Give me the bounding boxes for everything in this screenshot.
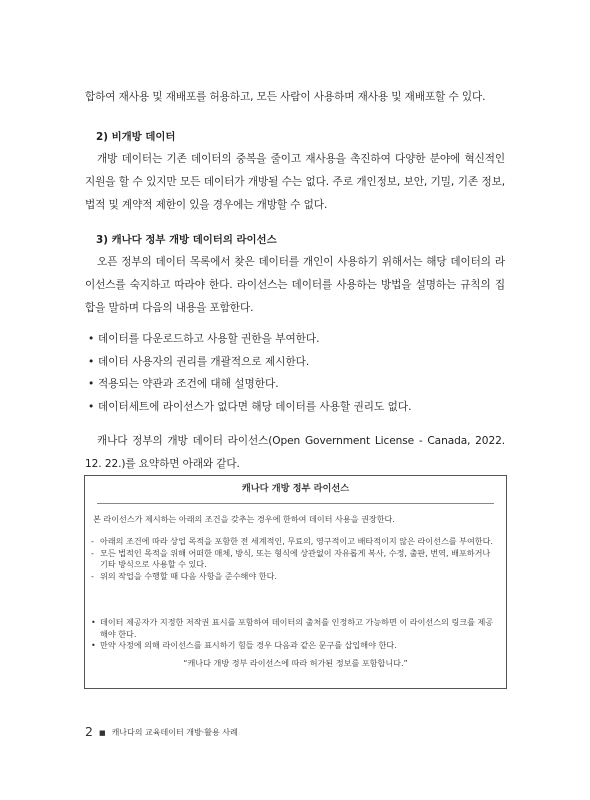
page-footer: [85, 725, 238, 740]
list-item: • 데이터 제공자가 지정한 저작권 표시를 포함하여 데이터의 출처를 인정하고 가능하면 이 라이선스의 링크를 제공해야 한다.: [91, 617, 496, 640]
heading-non-open-data: 2) 비개방 데이터: [96, 131, 176, 143]
list-item: • 데이터를 다운로드하고 사용할 권한을 부여한다.: [88, 328, 508, 351]
square-bullet-icon: ■: [98, 729, 106, 737]
footer-title: 캐나다의 교육데이터 개방·활용 사례: [111, 728, 238, 737]
box-quote: “캐나다 개방 정부 라이선스에 따라 허가된 정보를 포함합니다.”: [183, 658, 408, 668]
page-number: 2: [85, 724, 93, 739]
paragraph-license-description: 오픈 정부의 데이터 목록에서 찾은 데이터를 개인이 사용하기 위해서는 해당 데이터의 라이선스를 숙지하고 따라야 한다. 라이선스는 데이터를 사용하는 방법을 설명하는 규칙의 집합을 말하며 다음의 내용을 포함한다.: [85, 256, 505, 314]
list-item: - 위의 작업을 수행할 때 다음 사항을 준수해야 한다.: [91, 571, 496, 583]
list-item: • 데이터세트에 라이선스가 없다면 해당 데이터를 사용할 권리도 없다.: [88, 396, 508, 419]
list-item: • 적용되는 약관과 조건에 대해 설명한다.: [88, 373, 508, 396]
box-intro: 본 라이선스가 제시하는 아래의 조건을 갖추는 경우에 한하여 데이터 사용을 권장한다.: [93, 514, 395, 524]
paragraph-non-open-data: 개방 데이터는 기존 데이터의 중복을 줄이고 재사용을 촉진하여 다양한 분야에 혁신적인 지원을 할 수 있지만 모든 데이터가 개방될 수는 없다. 주로 개인정보, 보안, 기밀, 기존 정보, 법적 및 계약적 제한이 있을 경우에는 개방할 수 없다.: [85, 153, 505, 211]
box-dot-list: [91, 617, 496, 652]
box-title: 캐나다 개방 정부 라이선스: [241, 483, 350, 494]
license-contents-list: [88, 328, 508, 418]
list-item: - 모든 법적인 목적을 위해 어떠한 매체, 방식, 또는 형식에 상관없이 자유롭게 복사, 수정, 출판, 번역, 배포하거나 기타 방식으로 사용할 수 있다.: [91, 548, 496, 571]
license-summary-box: [84, 475, 507, 689]
list-item: - 아래의 조건에 따라 상업 목적을 포함한 전 세계적인, 무료의, 영구적이고 배타적이지 않은 라이선스를 부여한다.: [91, 536, 496, 548]
list-item: • 만약 사정에 의해 라이선스를 표시하기 힘들 경우 다음과 같은 문구를 삽입해야 한다.: [91, 640, 496, 652]
paragraph-license-summary-intro: 캐나다 정부의 개방 데이터 라이선스(Open Government License - Canada, 2022. 12. 22.)를 요약하면 아래와 같다.: [85, 435, 505, 470]
heading-canada-license: 3) 캐나다 정부 개방 데이터의 라이선스: [96, 234, 277, 246]
box-dash-list: [91, 536, 496, 582]
paragraph-open-data-continued: 합하여 재사용 및 재배포를 허용하고, 모든 사람이 사용하며 재사용 및 재배포할 수 있다.: [85, 91, 486, 103]
box-divider: [97, 503, 494, 504]
list-item: • 데이터 사용자의 권리를 개괄적으로 제시한다.: [88, 351, 508, 374]
